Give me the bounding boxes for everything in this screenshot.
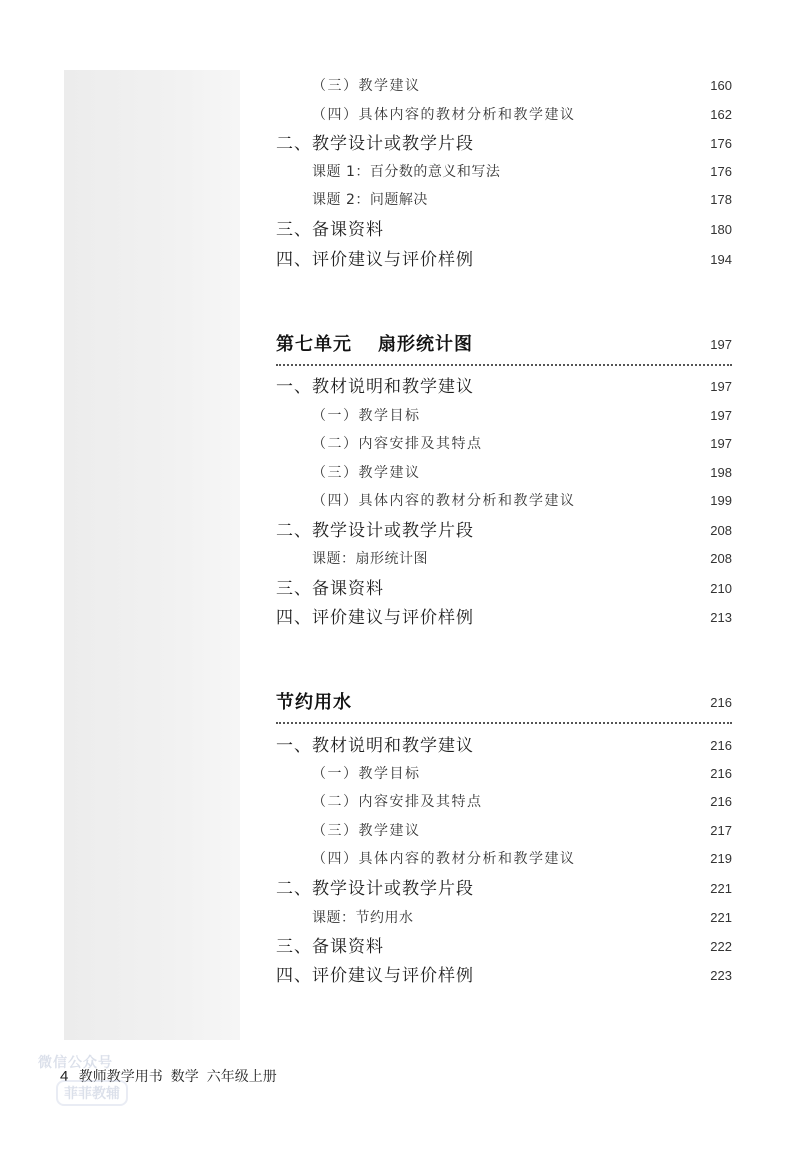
toc-entry[interactable] — [276, 819, 732, 843]
dotted-divider — [276, 722, 732, 724]
toc-entry-title: 二、教学设计或教学片段 — [276, 521, 474, 541]
unit-page: 216 — [710, 695, 732, 710]
toc-entry-page: 194 — [710, 252, 732, 267]
toc-entry-page: 213 — [710, 610, 732, 625]
toc-entry[interactable] — [276, 248, 732, 272]
book-grade: 六年级上册 — [206, 1069, 277, 1085]
toc-entry-title: （三）教学建议 — [312, 465, 421, 481]
toc-entry-page: 197 — [710, 379, 732, 394]
toc-entry[interactable] — [276, 577, 732, 601]
toc-entry-title: （二）内容安排及其特点 — [312, 436, 483, 452]
page-number: 4 — [60, 1068, 69, 1085]
toc-entry-page: 160 — [710, 78, 732, 93]
toc-entry-page: 208 — [710, 551, 732, 566]
watermark-line2: 菲菲教辅 — [56, 1080, 128, 1106]
dotted-divider — [276, 364, 732, 366]
toc-entry[interactable] — [276, 547, 732, 571]
unit-name: 扇形统计图 — [378, 334, 473, 355]
toc-entry-page: 221 — [710, 910, 732, 925]
unit-heading[interactable] — [276, 331, 732, 359]
toc-entry-title: 三、备课资料 — [276, 220, 384, 240]
toc-entry-title: （三）教学建议 — [312, 78, 421, 94]
toc-entry[interactable] — [276, 847, 732, 871]
toc-entry-page: 223 — [710, 968, 732, 983]
toc-entry-title: 三、备课资料 — [276, 579, 384, 599]
watermark — [8, 1040, 148, 1120]
toc-entry-title: 四、评价建议与评价样例 — [276, 966, 474, 986]
toc-entry-title: （一）教学目标 — [312, 408, 421, 424]
toc-entry[interactable] — [276, 160, 732, 184]
toc-entry-title: （二）内容安排及其特点 — [312, 794, 483, 810]
toc-entry-title: 四、评价建议与评价样例 — [276, 608, 474, 628]
toc-entry[interactable] — [276, 432, 732, 456]
unit-heading[interactable] — [276, 689, 732, 717]
toc-entry-title: （一）教学目标 — [312, 766, 421, 782]
toc-entry-page: 216 — [710, 794, 732, 809]
toc-entry[interactable] — [276, 935, 732, 959]
toc-entry[interactable] — [276, 489, 732, 513]
book-title: 教师教学用书 — [78, 1069, 163, 1085]
toc-entry[interactable] — [276, 461, 732, 485]
toc-entry-title: 课题：节约用水 — [312, 910, 414, 926]
toc-entry-title: 二、教学设计或教学片段 — [276, 879, 474, 899]
toc-entry[interactable] — [276, 404, 732, 428]
toc-entry[interactable] — [276, 188, 732, 212]
unit-title — [276, 331, 473, 359]
toc-entry-title: 课题 1：百分数的意义和写法 — [312, 164, 501, 180]
toc-entry-page: 176 — [710, 136, 732, 151]
toc-entry-page: 221 — [710, 881, 732, 896]
toc-entry[interactable] — [276, 790, 732, 814]
toc-entry-title: 一、教材说明和教学建议 — [276, 736, 474, 756]
toc-entry-page: 162 — [710, 107, 732, 122]
unit-label: 第七单元 — [276, 334, 352, 355]
toc-entry[interactable] — [276, 734, 732, 758]
toc-entry-page: 198 — [710, 465, 732, 480]
toc-entry[interactable] — [276, 606, 732, 630]
toc-entry-page: 219 — [710, 851, 732, 866]
toc-entry[interactable] — [276, 218, 732, 242]
toc-entry-page: 216 — [710, 738, 732, 753]
toc-entry-page: 197 — [710, 408, 732, 423]
toc-entry-title: 二、教学设计或教学片段 — [276, 134, 474, 154]
toc-entry-title: （四）具体内容的教材分析和教学建议 — [312, 851, 576, 867]
toc-entry[interactable] — [276, 74, 732, 98]
toc-entry-title: （三）教学建议 — [312, 823, 421, 839]
toc-entry-page: 180 — [710, 222, 732, 237]
unit-page: 197 — [710, 337, 732, 352]
toc-entry[interactable] — [276, 132, 732, 156]
toc-entry-page: 216 — [710, 766, 732, 781]
toc-entry-title: 三、备课资料 — [276, 937, 384, 957]
toc-entry-page: 199 — [710, 493, 732, 508]
toc-entry-page: 210 — [710, 581, 732, 596]
toc-entry[interactable] — [276, 877, 732, 901]
toc-entry-title: （四）具体内容的教材分析和教学建议 — [312, 107, 576, 123]
book-subject: 数学 — [170, 1069, 199, 1085]
toc-entry-title: （四）具体内容的教材分析和教学建议 — [312, 493, 576, 509]
toc-entry-title: 课题：扇形统计图 — [312, 551, 428, 567]
toc-entry-title: 课题 2：问题解决 — [312, 192, 428, 208]
toc-entry[interactable] — [276, 964, 732, 988]
toc-entry-page: 208 — [710, 523, 732, 538]
toc-entry-page: 178 — [710, 192, 732, 207]
toc-entry-page: 176 — [710, 164, 732, 179]
unit-title: 节约用水 — [276, 692, 352, 713]
toc-entry[interactable] — [276, 103, 732, 127]
toc-entry[interactable] — [276, 519, 732, 543]
toc-entry-title: 四、评价建议与评价样例 — [276, 250, 474, 270]
toc-entry[interactable] — [276, 762, 732, 786]
toc-entry-page: 222 — [710, 939, 732, 954]
toc-entry[interactable] — [276, 375, 732, 399]
watermark-line1: 微信公众号 — [38, 1055, 113, 1071]
toc-entry-page: 197 — [710, 436, 732, 451]
toc-entry-title: 一、教材说明和教学建议 — [276, 377, 474, 397]
toc-entry[interactable] — [276, 906, 732, 930]
toc-entry-page: 217 — [710, 823, 732, 838]
